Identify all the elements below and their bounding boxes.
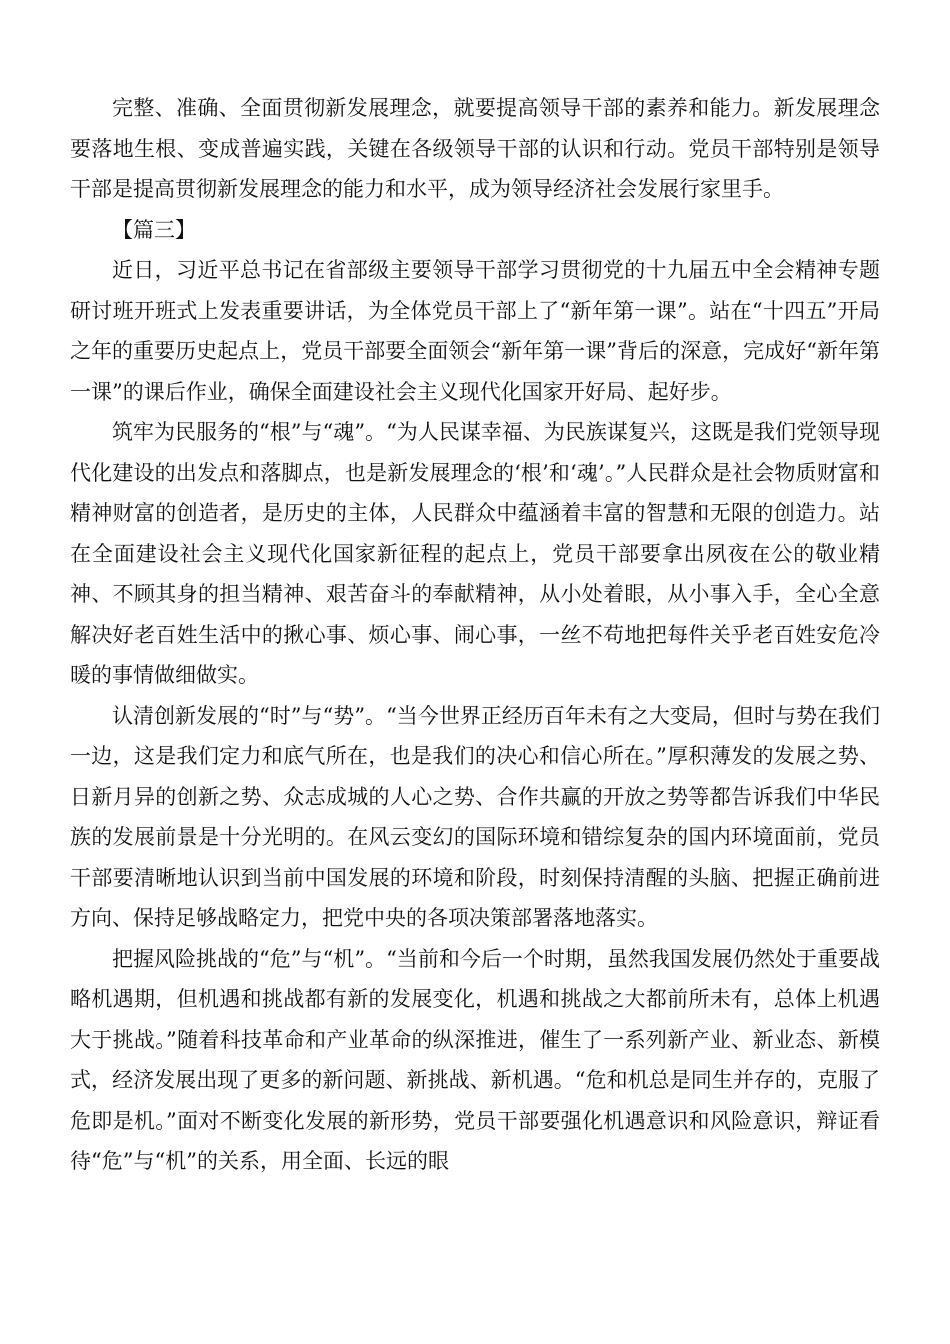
paragraph-intro: 完整、准确、全面贯彻新发展理念，就要提高领导干部的素养和能力。新发展理念要落地生根、变成普遍实践，关键在各级领导干部的认识和行动。党员干部特别是领导干部是提高贯彻新发展理念的能力和水平，成为领导经济社会发展行家里手。: [70, 96, 880, 201]
paragraph-3: 认清创新发展的“时”与“势”。“当今世界正经历百年未有之大变局，但时与势在我们一边，这是我们定力和底气所在，也是我们的决心和信心所在。”厚积薄发的发展之势、日新月异的创新之势、众志成城的人心之势、合作共赢的开放之势等都告诉我们中华民族的发展前景是十分光明的。在风云变幻的国际环境和错综复杂的国内环境面前，党员干部要清晰地认识到当前中国发展的环境和阶段，时刻保持清醒的头脑、把握正确前进方向、保持足够战略定力，把党中央的各项决策部署落地落实。: [70, 703, 880, 930]
paragraph-1: 近日，习近平总书记在省部级主要领导干部学习贯彻党的十九届五中全会精神专题研讨班开班式上发表重要讲话，为全体党员干部上了“新年第一课”。站在“十四五”开局之年的重要历史起点上，党员干部要全面领会“新年第一课”背后的深意，完成好“新年第一课”的课后作业，确保全面建设社会主义现代化国家开好局、起好步。: [70, 258, 880, 404]
paragraph-2: 筑牢为民服务的“根”与“魂”。“为人民谋幸福、为民族谋复兴，这既是我们党领导现代化建设的出发点和落脚点，也是新发展理念的‘根’和‘魂’。”人民群众是社会物质财富和精神财富的创造者，是历史的主体，人民群众中蕴涵着丰富的智慧和无限的创造力。站在全面建设社会主义现代化国家新征程的起点上，党员干部要拿出夙夜在公的敬业精神、不顾其身的担当精神、艰苦奋斗的奉献精神，从小处着眼，从小事入手，全心全意解决好老百姓生活中的揪心事、烦心事、闹心事，一丝不苟地把每件关乎老百姓安危冷暖的事情做细做实。: [70, 420, 880, 687]
section-heading: 【篇三】: [112, 217, 196, 242]
paragraph-4: 把握风险挑战的“危”与“机”。“当前和今后一个时期，虽然我国发展仍然处于重要战略机遇期，但机遇和挑战都有新的发展变化，机遇和挑战之大都前所未有，总体上机遇大于挑战。”随着科技革命和产业革命的纵深推进，催生了一系列新产业、新业态、新模式，经济发展出现了更多的新问题、新挑战、新机遇。“危和机总是同生并存的，克服了危即是机。”面对不断变化发展的新形势，党员干部要强化机遇意识和风险意识，辩证看待“危”与“机”的关系，用全面、长远的眼: [70, 946, 880, 1173]
document-page: [70, 88, 880, 1182]
